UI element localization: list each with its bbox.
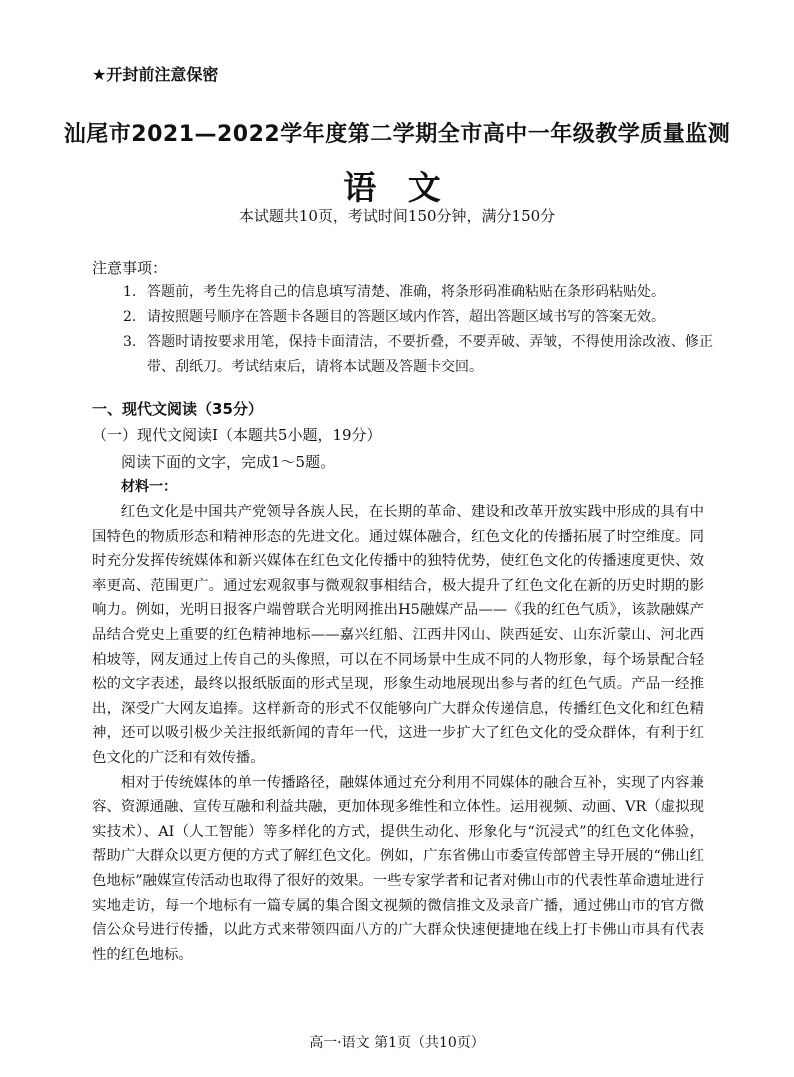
notice-number: 2. bbox=[123, 309, 137, 325]
page-footer: 高一·语文 第1页（共10页） bbox=[309, 1035, 485, 1051]
notice-item bbox=[123, 280, 713, 305]
notice-list bbox=[123, 280, 713, 380]
notice-item bbox=[123, 305, 713, 330]
section-title: 一、现代文阅读（35分） bbox=[92, 400, 263, 418]
exam-info: 本试题共10页，考试时间150分钟，满分150分 bbox=[238, 207, 556, 225]
notice-number: 1. bbox=[123, 284, 137, 300]
exam-title: 汕尾市2021—2022学年度第二学期全市高中一年级教学质量监测 bbox=[63, 122, 731, 147]
notice-item bbox=[123, 330, 713, 380]
notice-text: 答题前，考生先将自己的信息填写清楚、准确，将条形码准确粘贴在条形码粘贴处。 bbox=[147, 284, 665, 300]
reading-instruction: 阅读下面的文字，完成1～5题。 bbox=[121, 453, 336, 471]
passage-paragraph: 相对于传统媒体的单一传播路径，融媒体通过充分利用不同媒体的融合互补，实现了内容兼容、资源通融、宣传互融和利益共融，更加体现多维性和立体性。运用视频、动画、VR（虚拟现实技术）、AI（人工智能）等多样化的方式，提供生动化、形象化与“沉浸式”的红色文化体验，帮助广大群众以更方便的方式了解红色文化。例如，广东省佛山市委宣传部曾主导开展的“佛山红色地标”融媒宣传活动也取得了很好的效果。一些专家学者和记者对佛山市的代表性革命遗址进行实地走访，每一个地标有一篇专属的集合图文视频的微信推文及录音广播，通过佛山市的官方微信公众号进行传播，以此方式来带领四面八方的广大群众快速便捷地在线上打卡佛山市具有代表性的红色地标。 bbox=[92, 774, 704, 963]
notice-text: 答题时请按要求用笔，保持卡面清洁，不要折叠，不要弄破、弄皱，不得使用涂改液、修正带、刮纸刀。考试结束后，请将本试题及答题卡交回。 bbox=[147, 334, 713, 375]
subsection-title: （一）现代文阅读Ⅰ（本题共5小题，19分） bbox=[92, 426, 382, 444]
notice-title: 注意事项： bbox=[92, 259, 168, 277]
material-label: 材料一： bbox=[121, 479, 177, 495]
notice-number: 3. bbox=[123, 334, 137, 350]
reading-passage bbox=[92, 500, 704, 967]
notice-text: 请按照题号顺序在答题卡各题目的答题区域内作答，超出答题区域书写的答案无效。 bbox=[147, 309, 665, 325]
confidential-notice: ★开封前注意保密 bbox=[92, 65, 219, 84]
subject-title: 语 文 bbox=[343, 168, 451, 207]
passage-paragraph: 红色文化是中国共产党领导各族人民，在长期的革命、建设和改革开放实践中形成的具有中国特色的物质形态和精神形态的先进文化。通过媒体融合，红色文化的传播拓展了时空维度。同时充分发挥传统媒体和新兴媒体在红色文化传播中的独特优势，使红色文化的传播速度更快、效率更高、范围更广。通过宏观叙事与微观叙事相结合，极大提升了红色文化在新的历史时期的影响力。例如，光明日报客户端曾联合光明网推出H5融媒产品——《我的红色气质》，该款融媒产品结合党史上重要的红色精神地标——嘉兴红船、江西井冈山、陕西延安、山东沂蒙山、河北西柏坡等，网友通过上传自己的头像照，可以在不同场景中生成不同的人物形象，每个场景配合轻松的文字表述，最终以报纸版面的形式呈现，形象生动地展现出参与者的红色气质。产品一经推出，深受广大网友追捧。这样新奇的形式不仅能够向广大群众传递信息，传播红色文化和红色精神，还可以吸引极少关注报纸新闻的青年一代，这进一步扩大了红色文化的受众群体，有利于红色文化的广泛和有效传播。 bbox=[92, 504, 704, 766]
